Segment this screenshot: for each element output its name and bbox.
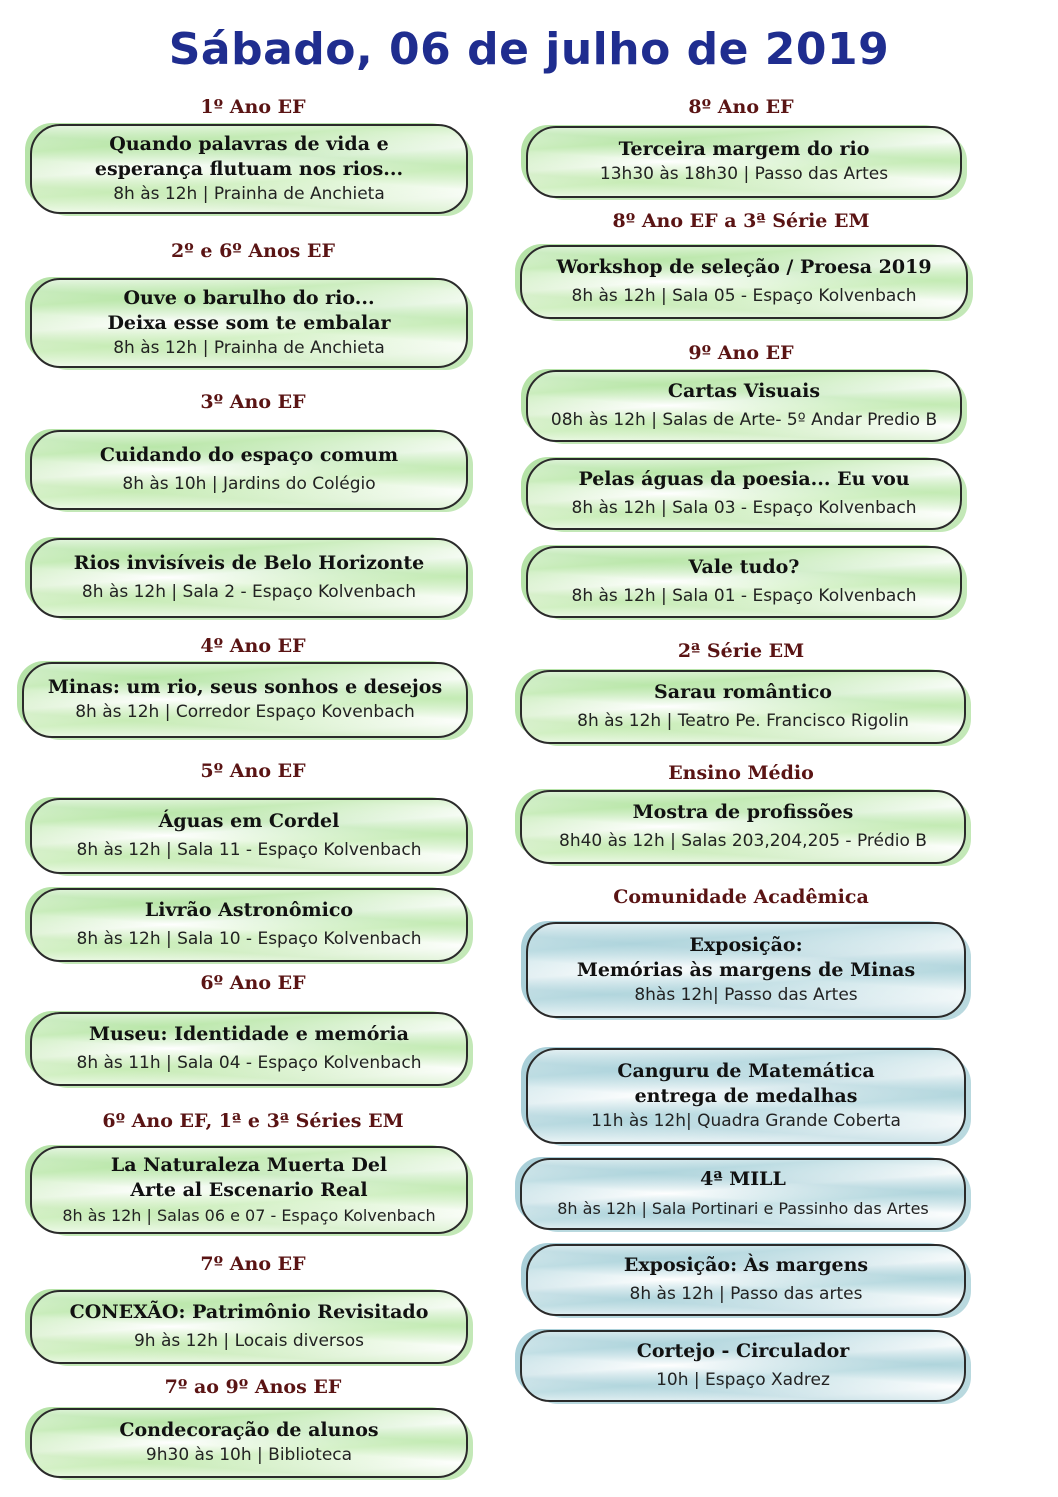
- group-heading: 7º Ano EF: [200, 1253, 306, 1275]
- event-title: Cortejo - Circulador: [636, 1340, 850, 1362]
- event-card: [22, 662, 468, 738]
- event-card: [30, 798, 468, 874]
- page-title: Sábado, 06 de julho de 2019: [168, 24, 890, 75]
- event-info: 8h às 12h | Sala 2 - Espaço Kolvenbach: [81, 582, 417, 602]
- event-card: [30, 538, 468, 618]
- event-info: 8h às 12h | Salas 06 e 07 - Espaço Kolvenbach: [62, 1205, 436, 1225]
- event-info: 8h às 12h | Passo das artes: [629, 1284, 863, 1304]
- event-info: 8h às 12h | Sala 01 - Espaço Kolvenbach: [571, 586, 917, 606]
- event-card: [520, 1158, 966, 1230]
- event-info: 8h às 10h | Jardins do Colégio: [122, 474, 376, 494]
- event-card: [30, 278, 468, 368]
- event-title: Pelas águas da poesia... Eu vou: [578, 468, 910, 490]
- event-info: 8hàs 12h| Passo das Artes: [634, 984, 858, 1005]
- group-heading: 3º Ano EF: [200, 391, 306, 413]
- event-card: [526, 126, 962, 198]
- event-title: Museu: Identidade e memória: [89, 1023, 409, 1045]
- event-info: 8h às 12h | Sala 11 - Espaço Kolvenbach: [76, 840, 422, 860]
- event-title: La Naturaleza Muerta Del Arte al Escenario Real: [110, 1153, 388, 1201]
- group-heading: 9º Ano EF: [688, 342, 794, 364]
- event-title: Livrão Astronômico: [144, 899, 354, 921]
- event-card: [30, 124, 468, 214]
- event-card: [520, 670, 966, 744]
- group-heading: 2ª Série EM: [677, 640, 805, 662]
- event-title: 4ª MILL: [700, 1168, 786, 1190]
- group-heading: 2º e 6º Anos EF: [171, 240, 335, 262]
- event-title: Quando palavras de vida e esperança flutuam nos rios...: [94, 132, 404, 180]
- group-heading: 8º Ano EF: [688, 96, 794, 118]
- group-heading: 7º ao 9º Anos EF: [164, 1376, 342, 1398]
- group-heading: 4º Ano EF: [200, 635, 306, 657]
- event-card: [526, 370, 962, 442]
- event-info: 9h30 às 10h | Biblioteca: [145, 1445, 353, 1465]
- group-heading: 1º Ano EF: [200, 96, 306, 118]
- event-card: [520, 1330, 966, 1402]
- event-title: Águas em Cordel: [158, 810, 340, 832]
- event-info: 8h às 12h | Corredor Espaço Kovenbach: [75, 702, 415, 722]
- event-info: 8h às 12h | Sala 03 - Espaço Kolvenbach: [571, 498, 917, 518]
- event-title: CONEXÃO: Patrimônio Revisitado: [69, 1301, 429, 1323]
- event-title: Ouve o barulho do rio... Deixa esse som te embalar: [107, 286, 391, 334]
- event-info: 8h40 às 12h | Salas 203,204,205 - Prédio B: [559, 831, 927, 851]
- event-title: Minas: um rio, seus sonhos e desejos: [47, 676, 443, 698]
- event-card: [30, 888, 468, 962]
- group-heading: 6º Ano EF: [200, 972, 306, 994]
- event-card: [520, 245, 968, 319]
- event-title: Vale tudo?: [688, 556, 800, 578]
- event-card: [30, 1408, 468, 1478]
- event-title: Exposição: Às margens: [623, 1254, 869, 1276]
- event-card: [526, 1048, 966, 1144]
- event-info: 11h às 12h| Quadra Grande Coberta: [591, 1110, 901, 1131]
- event-title: Rios invisíveis de Belo Horizonte: [73, 552, 425, 574]
- event-card: [30, 430, 468, 510]
- event-title: Canguru de Matemática entrega de medalhas: [617, 1059, 875, 1107]
- group-heading: Comunidade Acadêmica: [613, 886, 869, 908]
- event-title: Condecoração de alunos: [119, 1419, 379, 1441]
- event-info: 9h às 12h | Locais diversos: [133, 1331, 365, 1351]
- event-card: [526, 546, 962, 618]
- event-info: 08h às 12h | Salas de Arte- 5º Andar Predio B: [550, 410, 938, 430]
- event-info: 8h às 12h | Prainha de Anchieta: [113, 337, 385, 358]
- event-title: Workshop de seleção / Proesa 2019: [556, 256, 932, 278]
- event-info: 8h às 12h | Prainha de Anchieta: [113, 183, 385, 204]
- event-card: [30, 1290, 468, 1364]
- event-card: [520, 790, 966, 864]
- event-card: [30, 1012, 468, 1086]
- event-info: 8h às 11h | Sala 04 - Espaço Kolvenbach: [76, 1053, 422, 1073]
- group-heading: Ensino Médio: [668, 762, 814, 784]
- event-title: Sarau romântico: [654, 681, 832, 703]
- event-info: 13h30 às 18h30 | Passo das Artes: [599, 164, 889, 184]
- event-card: [526, 922, 966, 1018]
- event-info: 8h às 12h | Sala 05 - Espaço Kolvenbach: [571, 286, 917, 306]
- event-card: [526, 1244, 966, 1316]
- event-title: Exposição: Memórias às margens de Minas: [576, 933, 916, 981]
- event-title: Cartas Visuais: [667, 380, 821, 402]
- event-info: 8h às 12h | Sala 10 - Espaço Kolvenbach: [76, 929, 422, 949]
- group-heading: 5º Ano EF: [200, 760, 306, 782]
- group-heading: 8º Ano EF a 3ª Série EM: [612, 210, 870, 232]
- event-title: Terceira margem do rio: [618, 138, 870, 160]
- event-info: 8h às 12h | Sala Portinari e Passinho das Artes: [557, 1199, 929, 1218]
- event-title: Cuidando do espaço comum: [99, 444, 399, 466]
- event-title: Mostra de profissões: [632, 801, 854, 823]
- group-heading: 6º Ano EF, 1ª e 3ª Séries EM: [102, 1110, 404, 1132]
- event-card: [30, 1146, 468, 1234]
- event-card: [526, 458, 962, 530]
- event-info: 10h | Espaço Xadrez: [656, 1370, 830, 1390]
- event-info: 8h às 12h | Teatro Pe. Francisco Rigolin: [577, 711, 909, 731]
